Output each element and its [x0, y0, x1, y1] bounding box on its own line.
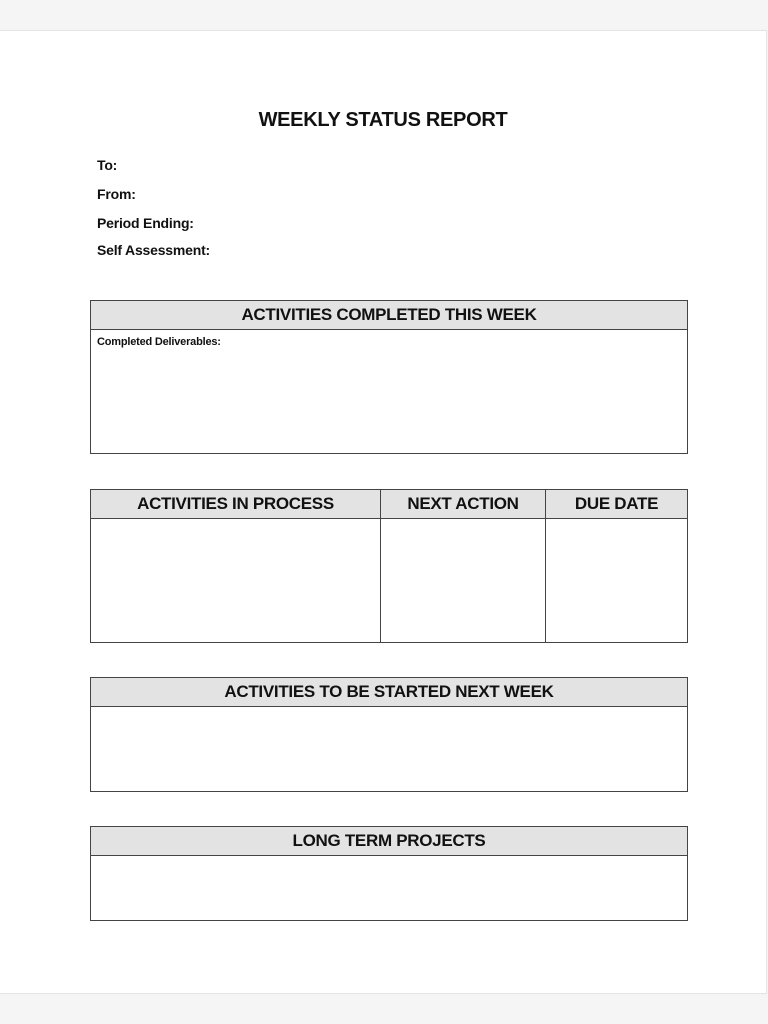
completed-section: [90, 300, 688, 454]
next-week-section: [90, 677, 688, 792]
next-action-header: NEXT ACTION: [381, 490, 545, 519]
long-term-section: [90, 826, 688, 921]
due-date-column: [545, 490, 687, 642]
field-from-label: From:: [97, 186, 136, 202]
report-page: [0, 30, 767, 994]
activities-in-process-column: [91, 490, 380, 642]
field-period-ending-label: Period Ending:: [97, 215, 194, 231]
completed-deliverables-label: Completed Deliverables:: [97, 336, 221, 348]
field-to-label: To:: [97, 157, 118, 173]
next-action-column: [380, 490, 545, 642]
activities-in-process-header: ACTIVITIES IN PROCESS: [91, 490, 380, 519]
next-week-section-heading: ACTIVITIES TO BE STARTED NEXT WEEK: [91, 678, 687, 707]
field-self-assessment-label: Self Assessment:: [97, 242, 210, 258]
next-action-cell: [381, 519, 545, 642]
activities-in-process-cell: [91, 519, 380, 642]
long-term-section-heading: LONG TERM PROJECTS: [91, 827, 687, 856]
page-title: WEEKLY STATUS REPORT: [258, 109, 508, 131]
due-date-cell: [546, 519, 687, 642]
due-date-header: DUE DATE: [546, 490, 687, 519]
in-process-table: [90, 489, 688, 643]
completed-section-heading: ACTIVITIES COMPLETED THIS WEEK: [91, 301, 687, 330]
